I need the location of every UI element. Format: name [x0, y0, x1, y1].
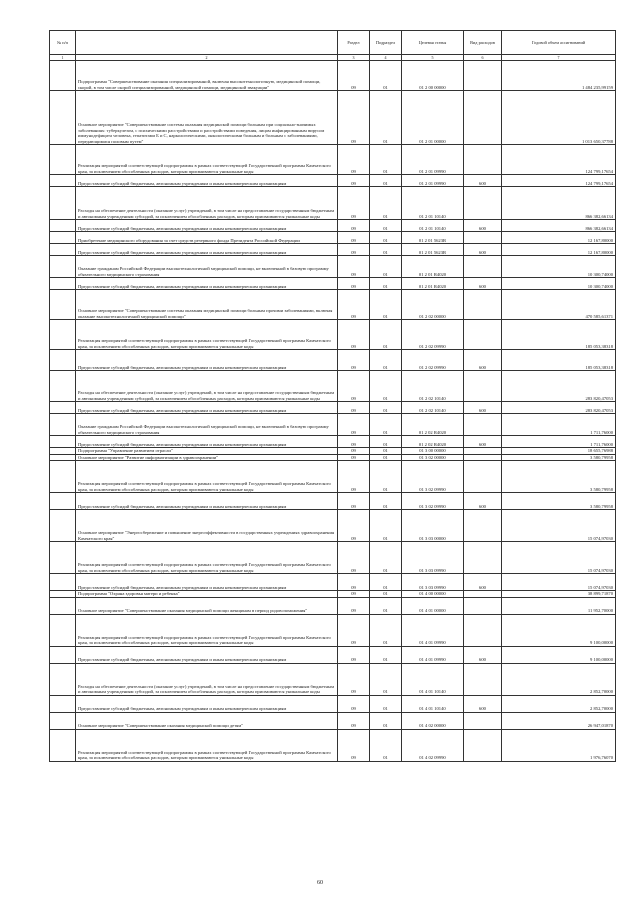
cell-name: Оказание гражданам Российской Федерации высокотехнологичной медицинской помощи, не включенной в базовую программу обязательного медицинского страхования [76, 414, 338, 436]
cell-amount: 26 947,01870 [502, 712, 616, 729]
cell-kind [464, 61, 502, 91]
cell-target: 01 2 02 09990 [402, 320, 464, 350]
cell-subsection: 01 [370, 145, 402, 175]
cell-subsection: 01 [370, 712, 402, 729]
cell-amount: 12 167,80000 [502, 244, 616, 256]
cell-kind [464, 729, 502, 761]
cell-target: 01 2 01 10140 [402, 187, 464, 220]
cell-name: Предоставление субсидий бюджетным, автономным учреждениям и иным некоммерческим организациям [76, 278, 338, 290]
table-row [50, 91, 616, 145]
cell-name: Реализация мероприятий соответствующей подпрограммы в рамках соответствующей Государственной программы Камчатского края, за исключением обособленных расходов, которым присваиваются уникальные коды [76, 542, 338, 574]
table-row [50, 542, 616, 574]
cell-section: 09 [338, 175, 370, 187]
cell-rowno [50, 461, 76, 493]
cell-amount: 15 074,97030 [502, 510, 616, 542]
cell-subsection: 01 [370, 436, 402, 448]
cell-kind [464, 232, 502, 244]
cell-target: 01 4 02 09990 [402, 729, 464, 761]
cell-name: Предоставление субсидий бюджетным, автономным учреждениям и иным некоммерческим организациям [76, 350, 338, 371]
cell-target: 01 2 02 R4020 [402, 414, 464, 436]
cell-kind: 600 [464, 646, 502, 663]
table-row [50, 729, 616, 761]
cell-kind [464, 145, 502, 175]
cell-subsection: 01 [370, 232, 402, 244]
table-row [50, 712, 616, 729]
cell-target: 01 3 00 00000 [402, 448, 464, 455]
cell-rowno [50, 278, 76, 290]
cell-kind [464, 91, 502, 145]
cell-amount: 18 655,76988 [502, 448, 616, 455]
cell-rowno [50, 187, 76, 220]
cell-target: 01 3 02 09990 [402, 461, 464, 493]
table-row [50, 663, 616, 695]
cell-subsection: 01 [370, 187, 402, 220]
cell-target: 01 2 02 10140 [402, 402, 464, 414]
cell-target: 01 2 00 00000 [402, 61, 464, 91]
cell-amount: 1 484 235,99159 [502, 61, 616, 91]
cell-target: 01 4 01 10140 [402, 663, 464, 695]
cell-name: Предоставление субсидий бюджетным, автономным учреждениям и иным некоммерческим организациям [76, 244, 338, 256]
cell-target: 01 2 01 R4020 [402, 256, 464, 278]
table-row [50, 436, 616, 448]
cell-subsection: 01 [370, 91, 402, 145]
cell-name: Реализация мероприятий соответствующей подпрограммы в рамках соответствующей Государственной программы Камчатского края, за исключением обособленных расходов, которым присваиваются уникальные коды [76, 614, 338, 646]
table-row [50, 220, 616, 232]
cell-section: 09 [338, 493, 370, 510]
cell-target: 01 2 02 R4020 [402, 436, 464, 448]
table-row [50, 187, 616, 220]
cell-name: Расходы на обеспечение деятельности (оказание услуг) учреждений, в том числе на предоставление государственным бюджетным и автономным учреждениям субсидий, за исключением обособленных расходов, которым присваиваются уникальные коды [76, 371, 338, 402]
cell-section: 09 [338, 371, 370, 402]
cell-kind [464, 414, 502, 436]
cell-section: 09 [338, 695, 370, 712]
cell-kind [464, 290, 502, 320]
table-row [50, 256, 616, 278]
cell-kind [464, 320, 502, 350]
cell-rowno [50, 175, 76, 187]
cell-rowno [50, 232, 76, 244]
cell-section: 09 [338, 187, 370, 220]
cell-target: 01 3 03 09990 [402, 574, 464, 591]
cell-subsection: 01 [370, 510, 402, 542]
cell-section: 09 [338, 232, 370, 244]
cell-subsection: 01 [370, 614, 402, 646]
cell-amount: 9 100,00000 [502, 646, 616, 663]
cell-subsection: 01 [370, 61, 402, 91]
cell-name: Подпрограмма "Охрана здоровья матери и ребенка" [76, 591, 338, 598]
cell-subsection: 01 [370, 371, 402, 402]
cell-amount: 3 580,79958 [502, 493, 616, 510]
cell-section: 09 [338, 542, 370, 574]
cell-amount: 283 820,47053 [502, 402, 616, 414]
colnum: 1 [50, 55, 76, 61]
cell-rowno [50, 371, 76, 402]
cell-kind: 600 [464, 493, 502, 510]
cell-kind [464, 663, 502, 695]
cell-rowno [50, 510, 76, 542]
cell-section: 09 [338, 350, 370, 371]
colnum: 5 [402, 55, 464, 61]
cell-rowno [50, 614, 76, 646]
cell-subsection: 01 [370, 493, 402, 510]
table-body [50, 61, 616, 762]
cell-kind [464, 614, 502, 646]
cell-amount: 1 711,76000 [502, 436, 616, 448]
table-row [50, 646, 616, 663]
cell-amount: 283 820,47053 [502, 371, 616, 402]
cell-target: 01 3 02 09990 [402, 493, 464, 510]
cell-target: 01 4 00 00000 [402, 591, 464, 598]
cell-kind: 600 [464, 402, 502, 414]
cell-subsection: 01 [370, 175, 402, 187]
cell-amount: 1 711,76000 [502, 414, 616, 436]
cell-amount: 2 852,70000 [502, 695, 616, 712]
cell-amount: 124 799,17654 [502, 145, 616, 175]
cell-subsection: 01 [370, 220, 402, 232]
cell-target: 01 2 02 10140 [402, 371, 464, 402]
cell-target: 01 2 01 09990 [402, 145, 464, 175]
cell-kind: 600 [464, 350, 502, 371]
cell-rowno [50, 61, 76, 91]
cell-amount: 866 382,66134 [502, 220, 616, 232]
cell-target: 01 4 01 10140 [402, 695, 464, 712]
cell-section: 09 [338, 448, 370, 455]
table-row [50, 510, 616, 542]
cell-section: 09 [338, 414, 370, 436]
table-row [50, 350, 616, 371]
cell-rowno [50, 220, 76, 232]
cell-name: Подпрограмма "Совершенствование оказания специализированной, включая высокотехнологичную, медицинской помощи, скорой, в том числе скорой специализированной, медицинской помощи, медицинской эвакуации" [76, 61, 338, 91]
colnum: 7 [502, 55, 616, 61]
header-amount: Годовой объем ассигнований [502, 31, 616, 55]
table-row [50, 371, 616, 402]
cell-target: 01 2 01 R4020 [402, 278, 464, 290]
cell-target: 01 3 02 00000 [402, 454, 464, 461]
cell-name: Приобретение медицинского оборудования за счет средств резервного фонда Президента Российской Федерации [76, 232, 338, 244]
cell-name: Расходы на обеспечение деятельности (оказание услуг) учреждений, в том числе на предоставление государственным бюджетным и автономным учреждениям субсидий, за исключением обособленных расходов, которым присваиваются уникальные коды [76, 663, 338, 695]
cell-name: Основное мероприятие "Совершенствование оказания медицинской помощи женщинам в период родовспоможения" [76, 597, 338, 614]
cell-subsection: 01 [370, 663, 402, 695]
cell-section: 09 [338, 145, 370, 175]
cell-name: Основное мероприятие "Развитие информатизации в здравоохранении" [76, 454, 338, 461]
budget-table [49, 30, 616, 762]
cell-amount: 470 585,61371 [502, 290, 616, 320]
cell-rowno [50, 91, 76, 145]
cell-amount: 1 976,76070 [502, 729, 616, 761]
cell-subsection: 01 [370, 461, 402, 493]
cell-section: 09 [338, 574, 370, 591]
cell-section: 09 [338, 646, 370, 663]
cell-target: 01 3 03 00000 [402, 510, 464, 542]
cell-subsection: 01 [370, 597, 402, 614]
cell-subsection: 01 [370, 591, 402, 598]
table-row [50, 232, 616, 244]
cell-rowno [50, 320, 76, 350]
cell-name: Реализация мероприятий соответствующей подпрограммы в рамках соответствующей Государственной программы Камчатского края, за исключением обособленных расходов, которым присваиваются уникальные коды [76, 461, 338, 493]
cell-name: Предоставление субсидий бюджетным, автономным учреждениям и иным некоммерческим организациям [76, 695, 338, 712]
cell-section: 09 [338, 614, 370, 646]
cell-subsection: 01 [370, 414, 402, 436]
cell-section: 09 [338, 591, 370, 598]
cell-rowno [50, 712, 76, 729]
cell-name: Реализация мероприятий соответствующей подпрограммы в рамках соответствующей Государственной программы Камчатского края, за исключением обособленных расходов, которым присваиваются уникальные коды [76, 145, 338, 175]
cell-amount: 10 300,74000 [502, 256, 616, 278]
cell-rowno [50, 145, 76, 175]
cell-kind [464, 371, 502, 402]
cell-subsection: 01 [370, 290, 402, 320]
cell-subsection: 01 [370, 278, 402, 290]
cell-rowno [50, 646, 76, 663]
cell-amount: 185 053,38318 [502, 320, 616, 350]
cell-kind: 600 [464, 220, 502, 232]
header-name [76, 31, 338, 55]
table-row [50, 402, 616, 414]
colnum: 3 [338, 55, 370, 61]
cell-name: Основное мероприятие "Совершенствование оказания медицинской помощи детям" [76, 712, 338, 729]
cell-kind [464, 461, 502, 493]
cell-section: 09 [338, 729, 370, 761]
table-row [50, 320, 616, 350]
cell-target: 01 2 01 5623R [402, 244, 464, 256]
cell-section: 09 [338, 712, 370, 729]
table-row [50, 244, 616, 256]
cell-rowno [50, 695, 76, 712]
cell-name: Предоставление субсидий бюджетным, автономным учреждениям и иным некоммерческим организациям [76, 436, 338, 448]
cell-name: Предоставление субсидий бюджетным, автономным учреждениям и иным некоммерческим организациям [76, 574, 338, 591]
cell-section: 09 [338, 91, 370, 145]
cell-subsection: 01 [370, 256, 402, 278]
cell-name: Предоставление субсидий бюджетным, автономным учреждениям и иным некоммерческим организациям [76, 220, 338, 232]
cell-amount: 124 799,17654 [502, 175, 616, 187]
table-row [50, 614, 616, 646]
cell-subsection: 01 [370, 542, 402, 574]
cell-section: 09 [338, 61, 370, 91]
cell-name: Предоставление субсидий бюджетным, автономным учреждениям и иным некоммерческим организациям [76, 402, 338, 414]
cell-section: 09 [338, 461, 370, 493]
cell-name: Основное мероприятие "Энергосбережение и повышение энергоэффективности в государственных учреждениях здравоохранения Камчатского края" [76, 510, 338, 542]
cell-amount: 11 952,70000 [502, 597, 616, 614]
cell-section: 09 [338, 402, 370, 414]
cell-amount: 38 899,71870 [502, 591, 616, 598]
cell-amount: 9 100,00000 [502, 614, 616, 646]
table-row [50, 414, 616, 436]
header-target: Целевая статья [402, 31, 464, 55]
cell-amount: 1 013 650,37788 [502, 91, 616, 145]
cell-rowno [50, 244, 76, 256]
header-kind: Вид расходов [464, 31, 502, 55]
header-section: Раздел [338, 31, 370, 55]
cell-amount: 3 580,79958 [502, 454, 616, 461]
cell-name: Реализация мероприятий соответствующей подпрограммы в рамках соответствующей Государственной программы Камчатского края, за исключением обособленных расходов, которым присваиваются уникальные коды [76, 729, 338, 761]
cell-amount: 15 074,97030 [502, 542, 616, 574]
cell-name: Реализация мероприятий соответствующей подпрограммы в рамках соответствующей Государственной программы Камчатского края, за исключением обособленных расходов, которым присваиваются уникальные коды [76, 320, 338, 350]
cell-kind [464, 187, 502, 220]
cell-subsection: 01 [370, 244, 402, 256]
cell-target: 01 4 01 00000 [402, 597, 464, 614]
cell-rowno [50, 493, 76, 510]
colnum: 4 [370, 55, 402, 61]
cell-name: Предоставление субсидий бюджетным, автономным учреждениям и иным некоммерческим организациям [76, 646, 338, 663]
cell-amount: 15 074,97030 [502, 574, 616, 591]
cell-target: 01 2 01 10140 [402, 220, 464, 232]
cell-subsection: 01 [370, 454, 402, 461]
cell-subsection: 01 [370, 646, 402, 663]
cell-name: Предоставление субсидий бюджетным, автономным учреждениям и иным некоммерческим организациям [76, 493, 338, 510]
cell-subsection: 01 [370, 350, 402, 371]
cell-rowno [50, 256, 76, 278]
cell-name: Предоставление субсидий бюджетным, автономным учреждениям и иным некоммерческим организациям [76, 175, 338, 187]
cell-kind [464, 712, 502, 729]
cell-section: 09 [338, 256, 370, 278]
cell-name: Оказание гражданам Российской Федерации высокотехнологичной медицинской помощи, не включенной в базовую программу обязательного медицинского страхования [76, 256, 338, 278]
cell-target: 01 2 01 5623R [402, 232, 464, 244]
cell-name: Расходы на обеспечение деятельности (оказание услуг) учреждений, в том числе на предоставление государственным бюджетным и автономным учреждениям субсидий, за исключением обособленных расходов, которым присваиваются уникальные коды [76, 187, 338, 220]
cell-section: 09 [338, 454, 370, 461]
cell-subsection: 01 [370, 695, 402, 712]
cell-rowno [50, 542, 76, 574]
table-row [50, 461, 616, 493]
cell-section: 09 [338, 220, 370, 232]
cell-amount: 3 580,79958 [502, 461, 616, 493]
cell-rowno [50, 663, 76, 695]
cell-kind [464, 256, 502, 278]
cell-kind [464, 510, 502, 542]
table-header-row [50, 31, 616, 55]
cell-kind: 600 [464, 244, 502, 256]
cell-subsection: 01 [370, 729, 402, 761]
cell-kind: 600 [464, 695, 502, 712]
cell-amount: 12 167,80000 [502, 232, 616, 244]
cell-target: 01 2 02 09990 [402, 350, 464, 371]
cell-section: 09 [338, 597, 370, 614]
cell-target: 01 2 01 09990 [402, 175, 464, 187]
cell-amount: 10 300,74000 [502, 278, 616, 290]
cell-target: 01 2 01 00000 [402, 91, 464, 145]
table-row [50, 695, 616, 712]
table-row [50, 597, 616, 614]
cell-amount: 185 053,38318 [502, 350, 616, 371]
cell-rowno [50, 290, 76, 320]
cell-rowno [50, 414, 76, 436]
page-number: 60 [317, 880, 323, 886]
cell-subsection: 01 [370, 448, 402, 455]
cell-name: Основное мероприятие "Совершенствование системы оказания медицинской помощи больным прочими заболеваниями, включая оказание высокотехнологичной медицинской помощи" [76, 290, 338, 320]
document-page [49, 30, 615, 762]
table-row [50, 290, 616, 320]
table-row [50, 175, 616, 187]
cell-rowno [50, 436, 76, 448]
cell-target: 01 3 03 09990 [402, 542, 464, 574]
cell-section: 09 [338, 663, 370, 695]
cell-subsection: 01 [370, 574, 402, 591]
cell-rowno [50, 597, 76, 614]
cell-amount: 866 382,66134 [502, 187, 616, 220]
cell-rowno [50, 574, 76, 591]
cell-kind: 600 [464, 574, 502, 591]
cell-subsection: 01 [370, 320, 402, 350]
cell-section: 09 [338, 436, 370, 448]
cell-amount: 2 852,70000 [502, 663, 616, 695]
cell-section: 09 [338, 278, 370, 290]
table-row [50, 145, 616, 175]
table-row [50, 493, 616, 510]
cell-rowno [50, 729, 76, 761]
cell-section: 09 [338, 510, 370, 542]
cell-rowno [50, 350, 76, 371]
cell-section: 09 [338, 320, 370, 350]
cell-target: 01 4 01 09990 [402, 614, 464, 646]
table-row [50, 278, 616, 290]
cell-section: 09 [338, 290, 370, 320]
header-rowno: № п/п [50, 31, 76, 55]
table-row [50, 574, 616, 591]
cell-target: 01 4 01 09990 [402, 646, 464, 663]
cell-section: 09 [338, 244, 370, 256]
cell-rowno [50, 402, 76, 414]
cell-kind [464, 597, 502, 614]
colnum: 2 [76, 55, 338, 61]
table-row [50, 61, 616, 91]
cell-target: 01 4 02 00000 [402, 712, 464, 729]
cell-kind: 600 [464, 278, 502, 290]
colnum: 6 [464, 55, 502, 61]
header-subsection: Подраздел [370, 31, 402, 55]
cell-name: Подпрограмма "Управление развитием отрасли" [76, 448, 338, 455]
cell-kind [464, 542, 502, 574]
cell-name: Основное мероприятие "Совершенствование системы оказания медицинской помощи больным при социально-значимых заболеваниях: туберкулезом, с психическими расстройствами и расстройствами поведения, лицам инфицированным вирусом иммунодефицита человека, гепатитами Б и С, наркологическими, онкологическими больным и больным с заболеваниями, передающимися половым путем" [76, 91, 338, 145]
cell-target: 01 2 02 00000 [402, 290, 464, 320]
cell-kind: 600 [464, 175, 502, 187]
cell-subsection: 01 [370, 402, 402, 414]
cell-kind: 600 [464, 436, 502, 448]
